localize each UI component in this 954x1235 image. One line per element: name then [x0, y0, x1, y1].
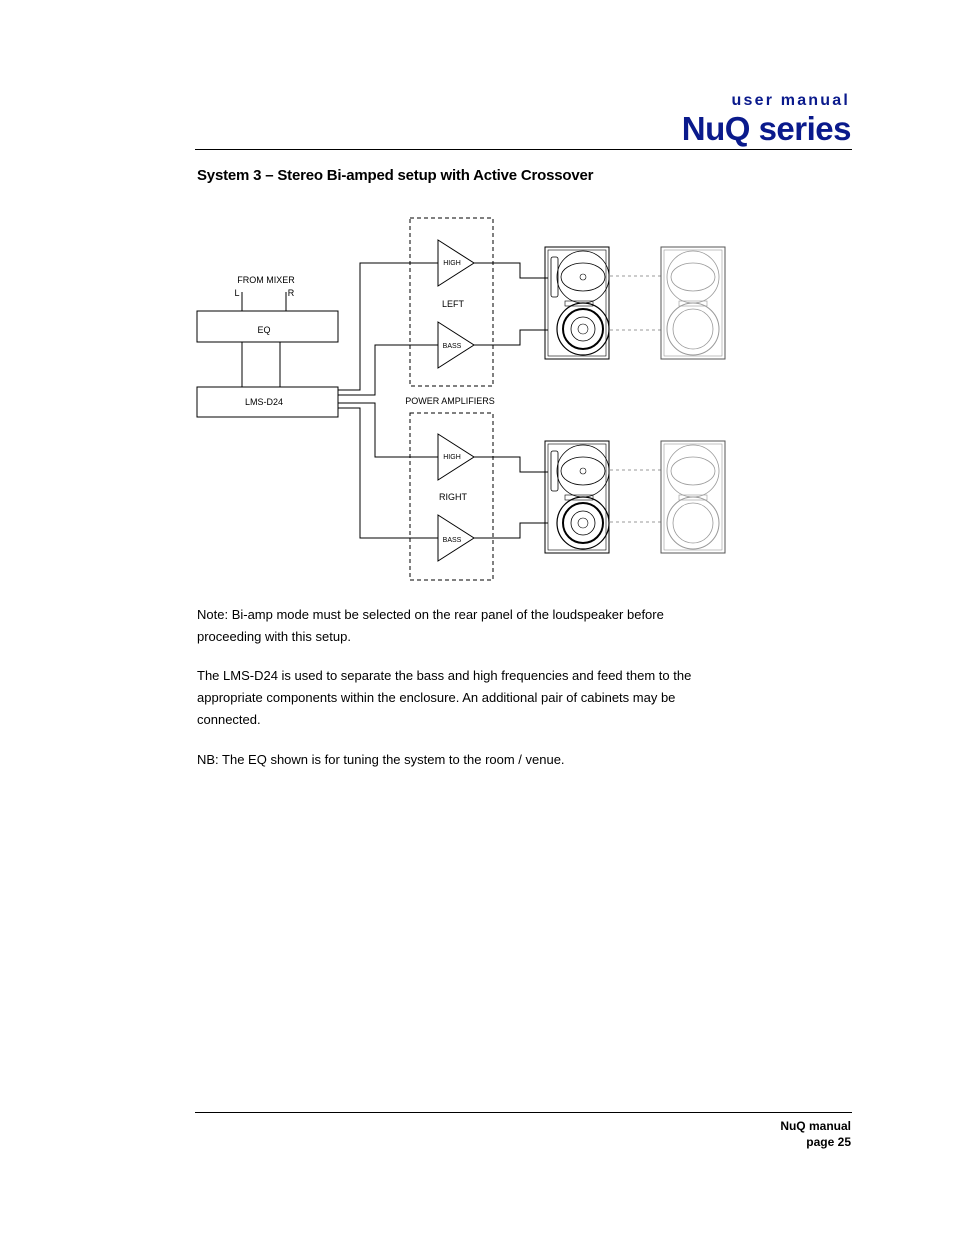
right-channel-label: R [287, 288, 295, 298]
left-channel-label: L [234, 288, 240, 298]
speaker-left-main [545, 247, 609, 359]
wire-left-bass [474, 330, 548, 345]
wire-left-high [474, 263, 548, 278]
speaker-right-additional [661, 441, 725, 553]
footer-page-number: page 25 [806, 1135, 851, 1149]
header-subtitle: user manual [731, 92, 850, 109]
route-left-bass [338, 345, 438, 395]
footer [780, 1118, 851, 1150]
left-group-label: LEFT [441, 299, 465, 309]
footer-manual-name: NuQ manual [780, 1119, 851, 1133]
amp-left-high-label: HIGH [443, 260, 461, 267]
wire-right-high [474, 457, 548, 472]
eq-label: EQ [257, 325, 271, 335]
amp-right-high-label: HIGH [443, 454, 461, 461]
lms-label: LMS-D24 [244, 397, 284, 407]
route-right-bass [338, 408, 438, 538]
footer-rule [195, 1112, 852, 1113]
crossover-paragraph: The LMS-D24 is used to separate the bass and high frequencies and feed them to the appropriate components within the enclosure. An additional pair of cabinets may be connected. [197, 668, 692, 727]
note-emphasis: Bi-amp mode [231, 607, 309, 622]
route-right-high [338, 403, 438, 457]
speaker-left-additional [661, 247, 725, 359]
note-prefix: Note: [197, 607, 232, 622]
note-paragraph [197, 604, 717, 648]
amp-right-bass-label: BASS [442, 537, 462, 544]
power-amplifiers-label: POWER AMPLIFIERS [405, 396, 495, 406]
right-group-label: RIGHT [439, 492, 467, 502]
header-rule [195, 149, 852, 150]
header-title: NuQ series [681, 110, 851, 147]
system-diagram [190, 210, 750, 590]
amp-left-bass-label: BASS [442, 343, 462, 350]
wire-right-bass [474, 523, 548, 538]
section-title: System 3 – Stereo Bi-amped setup with Active Crossover [197, 167, 594, 184]
eq-note-paragraph: NB: The EQ shown is for tuning the system to the room / venue. [197, 752, 565, 767]
speaker-right-main [545, 441, 609, 553]
route-left-high [338, 263, 438, 390]
from-mixer-label: FROM MIXER [237, 275, 295, 285]
note-rest: must be selected on the rear panel of the loudspeaker before proceeding with this setup. [197, 607, 664, 644]
